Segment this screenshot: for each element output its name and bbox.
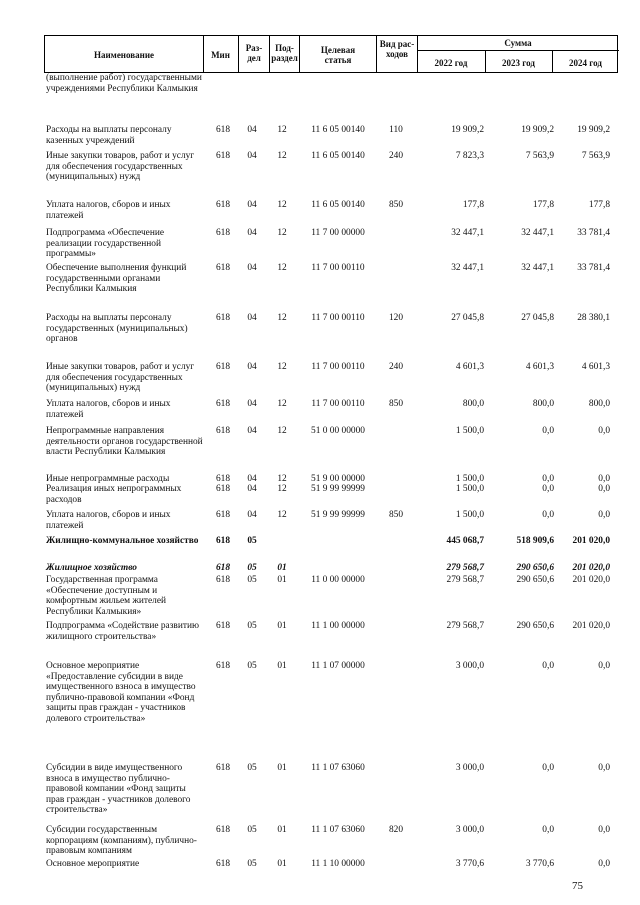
row-2024: 33 781,4 [577, 228, 610, 238]
row-name: Уплата налогов, сборов и иных платежей [46, 200, 171, 221]
row-2023: 19 909,2 [521, 125, 554, 135]
row-name: Расходы на выплаты персоналу государственных (муниципальных) органов [46, 313, 188, 345]
row-2024: 4 601,3 [581, 362, 610, 372]
page-number: 75 [572, 880, 583, 892]
row-podrazdel: 12 [277, 426, 287, 436]
row-razdel: 04 [247, 426, 257, 436]
row-min: 618 [215, 228, 231, 238]
row-2023: 0,0 [542, 426, 554, 436]
row-target: 51 9 00 00000 [311, 474, 365, 484]
row-min: 618 [215, 151, 231, 161]
row-target: 51 9 99 99999 [311, 510, 365, 520]
row-2023: 290 650,6 [516, 575, 554, 585]
row-vid: 240 [388, 151, 404, 161]
row-2022: 3 000,0 [455, 661, 484, 671]
row-2022: 3 770,6 [455, 859, 484, 869]
row-podrazdel: 12 [277, 125, 287, 135]
row-razdel: 05 [247, 825, 257, 835]
row-2024: 201 020,0 [572, 575, 610, 585]
row-podrazdel: 01 [277, 859, 287, 869]
row-razdel: 04 [247, 510, 257, 520]
row-razdel: 05 [247, 763, 257, 773]
row-2024: 201 020,0 [572, 563, 610, 573]
row-name: Государственная программа «Обеспечение доступным и комфортным жильем жителей Республики Калмыкия» [46, 575, 167, 617]
row-razdel: 04 [247, 484, 257, 494]
row-2024: 0,0 [598, 426, 610, 436]
row-target: 11 7 00 00110 [311, 399, 365, 409]
row-target: 11 1 07 63060 [311, 825, 365, 835]
row-2023: 0,0 [542, 474, 554, 484]
row-name: Непрограммные направления деятельности органов государственной власти Республики Калмыкия [46, 426, 203, 458]
row-name: Обеспечение выполнения функций государственными органами Республики Калмыкия [46, 263, 187, 295]
col-min-header: Мин [211, 50, 230, 60]
row-razdel: 05 [247, 536, 257, 546]
row-target: 11 6 05 00140 [311, 125, 365, 135]
row-min: 618 [215, 510, 231, 520]
row-target: 11 6 05 00140 [311, 151, 365, 161]
row-min: 618 [215, 763, 231, 773]
row-razdel: 05 [247, 859, 257, 869]
row-razdel: 05 [247, 575, 257, 585]
row-min: 618 [215, 825, 231, 835]
row-target: 11 1 07 63060 [311, 763, 365, 773]
row-2022: 4 601,3 [455, 362, 484, 372]
row-target: 51 9 99 99999 [311, 484, 365, 494]
row-2022: 3 000,0 [455, 763, 484, 773]
col-2023-header: 2023 год [502, 58, 535, 68]
row-name: Расходы на выплаты персоналу казенных учреждений [46, 125, 172, 146]
row-razdel: 05 [247, 621, 257, 631]
row-target: 11 1 10 00000 [311, 859, 365, 869]
row-name: Уплата налогов, сборов и иных платежей [46, 510, 171, 531]
row-2024: 0,0 [598, 474, 610, 484]
row-2022: 279 568,7 [446, 575, 484, 585]
row-min: 618 [215, 661, 231, 671]
row-2023: 4 601,3 [525, 362, 554, 372]
col-target-header: Целевая статья [320, 45, 356, 65]
row-razdel: 04 [247, 228, 257, 238]
row-razdel: 04 [247, 263, 257, 273]
row-2024: 0,0 [598, 510, 610, 520]
row-2022: 1 500,0 [455, 426, 484, 436]
row-2024: 0,0 [598, 484, 610, 494]
row-2023: 3 770,6 [525, 859, 554, 869]
row-2022: 3 000,0 [455, 825, 484, 835]
row-2024: 0,0 [598, 825, 610, 835]
row-min: 618 [215, 263, 231, 273]
row-2022: 32 447,1 [451, 228, 484, 238]
row-name: Подпрограмма «Содействие развитию жилищного строительства» [46, 621, 199, 642]
row-podrazdel: 12 [277, 399, 287, 409]
row-min: 618 [215, 200, 231, 210]
row-2022: 1 500,0 [455, 484, 484, 494]
table-header [44, 35, 618, 73]
row-2022: 32 447,1 [451, 263, 484, 273]
row-name: Иные закупки товаров, работ и услуг для обеспечения государственных (муниципальных) нужд [46, 362, 195, 394]
row-2023: 290 650,6 [516, 563, 554, 573]
row-name: Субсидии в виде имущественного взноса в имущество публично-правовой компании «Фонд защиты прав граждан - участников долевого строительства» [46, 763, 191, 816]
row-razdel: 04 [247, 313, 257, 323]
row-vid: 240 [388, 362, 404, 372]
row-min: 618 [215, 563, 231, 573]
col-sum-header: Сумма [504, 38, 532, 48]
row-2022: 19 909,2 [451, 125, 484, 135]
col-vid-header: Вид рас-ходов [379, 39, 415, 59]
row-2024: 800,0 [588, 399, 610, 409]
row-podrazdel: 01 [277, 661, 287, 671]
row-vid: 820 [388, 825, 404, 835]
row-vid: 120 [388, 313, 404, 323]
row-min: 618 [215, 536, 231, 546]
row-min: 618 [215, 426, 231, 436]
row-2024: 7 563,9 [581, 151, 610, 161]
row-target: 11 7 00 00110 [311, 362, 365, 372]
row-podrazdel: 12 [277, 362, 287, 372]
row-2023: 177,8 [532, 200, 554, 210]
row-name: Иные непрограммные расходы [46, 474, 170, 484]
row-target: 11 7 00 00110 [311, 263, 365, 273]
row-podrazdel: 01 [277, 575, 287, 585]
col-razdel-header: Раз-дел [245, 43, 263, 63]
row-min: 618 [215, 474, 231, 484]
row-2022: 279 568,7 [446, 563, 484, 573]
row-razdel: 04 [247, 151, 257, 161]
row-2022: 279 568,7 [446, 621, 484, 631]
col-2022-header: 2022 год [434, 58, 468, 68]
row-2022: 1 500,0 [455, 510, 484, 520]
row-2024: 177,8 [588, 200, 610, 210]
row-min: 618 [215, 484, 231, 494]
row-2024: 201 020,0 [572, 536, 610, 546]
row-2024: 33 781,4 [577, 263, 610, 273]
row-name: Иные закупки товаров, работ и услуг для обеспечения государственных (муниципальных) нужд [46, 151, 195, 183]
row-name: Основное мероприятие «Предоставление субсидии в виде имущественного взноса в имущество публично-правовой компании «Фонд защиты прав граждан - участников долевого строительства» [46, 661, 196, 724]
row-2022: 445 068,7 [446, 536, 484, 546]
row-podrazdel: 12 [277, 228, 287, 238]
row-2022: 27 045,8 [451, 313, 484, 323]
row-2023: 290 650,6 [516, 621, 554, 631]
row-2024: 0,0 [598, 859, 610, 869]
row-2023: 32 447,1 [521, 228, 554, 238]
row-razdel: 05 [247, 661, 257, 671]
row-podrazdel: 01 [277, 563, 287, 573]
row-podrazdel: 12 [277, 263, 287, 273]
row-name: Основное мероприятие [46, 859, 140, 869]
row-min: 618 [215, 313, 231, 323]
col-2024-header: 2024 год [569, 58, 602, 68]
col-name-header: Наименование [94, 50, 154, 60]
row-razdel: 04 [247, 399, 257, 409]
row-target: 11 7 00 00110 [311, 313, 365, 323]
row-podrazdel: 01 [277, 621, 287, 631]
row-min: 618 [215, 362, 231, 372]
row-name: Жилищное хозяйство [46, 563, 137, 573]
row-razdel: 04 [247, 200, 257, 210]
row-podrazdel: 12 [277, 474, 287, 484]
row-target: 11 0 00 00000 [311, 575, 365, 585]
row-vid: 850 [388, 200, 404, 210]
row-min: 618 [215, 399, 231, 409]
row-podrazdel: 01 [277, 763, 287, 773]
row-2023: 32 447,1 [521, 263, 554, 273]
row-2022: 1 500,0 [455, 474, 484, 484]
row-2023: 0,0 [542, 825, 554, 835]
row-name: Жилищно-коммунальное хозяйство [46, 536, 199, 546]
row-2023: 0,0 [542, 510, 554, 520]
row-2023: 0,0 [542, 763, 554, 773]
row-2023: 0,0 [542, 661, 554, 671]
row-name: Уплата налогов, сборов и иных платежей [46, 399, 171, 420]
row-min: 618 [215, 575, 231, 585]
row-podrazdel: 12 [277, 313, 287, 323]
row-2022: 800,0 [462, 399, 484, 409]
row-min: 618 [215, 621, 231, 631]
row-target: 11 6 05 00140 [311, 200, 365, 210]
row-podrazdel: 12 [277, 510, 287, 520]
row-razdel: 04 [247, 474, 257, 484]
row-2023: 27 045,8 [521, 313, 554, 323]
row-2024: 0,0 [598, 661, 610, 671]
row-name: Подпрограмма «Обеспечение реализации государственной программы» [46, 228, 165, 260]
row-podrazdel: 01 [277, 825, 287, 835]
row-target: 11 7 00 00000 [311, 228, 365, 238]
row-target: 11 1 07 00000 [311, 661, 365, 671]
row-2023: 518 909,6 [516, 536, 554, 546]
row-vid: 850 [388, 510, 404, 520]
row-razdel: 04 [247, 362, 257, 372]
row-2023: 0,0 [542, 484, 554, 494]
row-2024: 0,0 [598, 763, 610, 773]
row-razdel: 04 [247, 125, 257, 135]
row-name: Реализация иных непрограммных расходов [46, 484, 182, 505]
row-target: 51 0 00 00000 [311, 426, 365, 436]
row-podrazdel: 12 [277, 484, 287, 494]
row-vid: 850 [388, 399, 404, 409]
row-target: 11 1 00 00000 [311, 621, 365, 631]
row-name: Субсидии государственным корпорациям (компаниям), публично-правовым компаниям [46, 825, 197, 857]
row-2022: 177,8 [462, 200, 484, 210]
row-2024: 201 020,0 [572, 621, 610, 631]
row-razdel: 05 [247, 563, 257, 573]
row-2023: 800,0 [532, 399, 554, 409]
col-podrazdel-header: Под-раздел [271, 43, 298, 63]
row-vid: 110 [389, 125, 403, 135]
row-2023: 7 563,9 [525, 151, 554, 161]
row-podrazdel: 12 [277, 200, 287, 210]
row-2024: 28 380,1 [577, 313, 610, 323]
row-min: 618 [215, 125, 231, 135]
row-2022: 7 823,3 [455, 151, 484, 161]
row-2024: 19 909,2 [577, 125, 610, 135]
row-podrazdel: 12 [277, 151, 287, 161]
row-name: (выполнение работ) государственными учреждениями Республики Калмыкия [46, 73, 202, 94]
row-min: 618 [215, 859, 231, 869]
